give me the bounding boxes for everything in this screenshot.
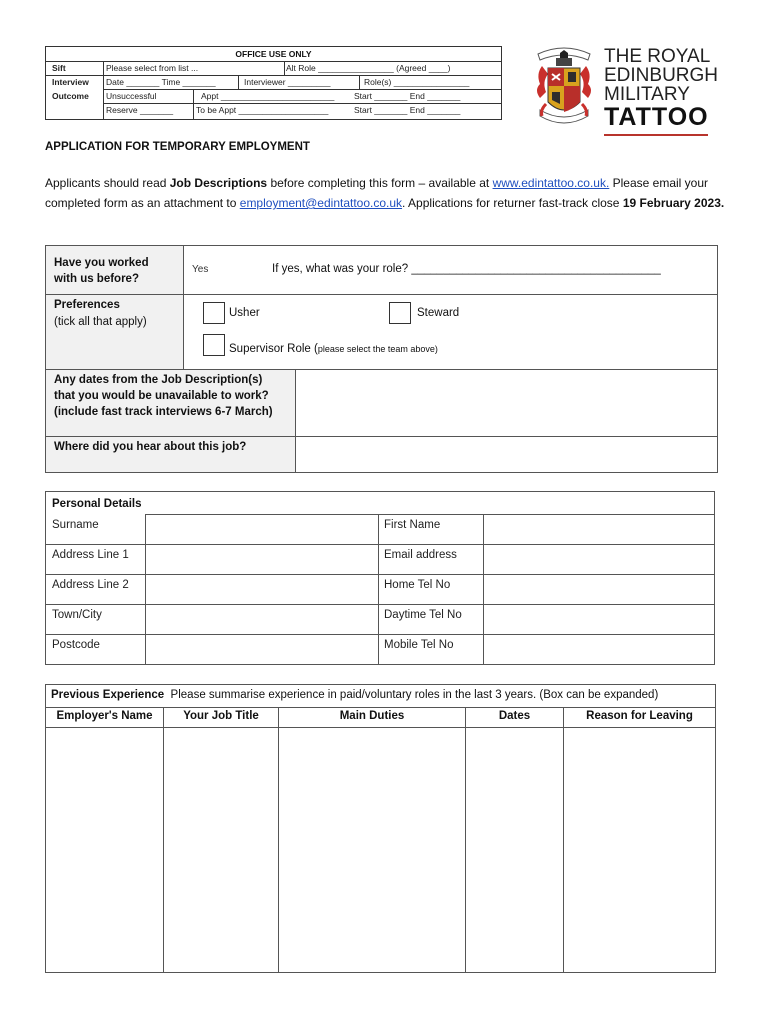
home-tel-label: Home Tel No xyxy=(384,579,451,591)
interview-label: Interview xyxy=(52,77,89,87)
worked-before-line-2: with us before? xyxy=(54,273,139,285)
logo-line-3: MILITARY xyxy=(604,84,690,105)
logo-line-4: TATTOO xyxy=(604,103,709,131)
personal-details-table xyxy=(45,491,715,665)
unavailable-dates-label xyxy=(54,372,273,420)
alt-role-field[interactable]: Alt Role ________________ (Agreed ____) xyxy=(286,63,451,73)
to-be-appt-option[interactable]: To be Appt ___________________ xyxy=(196,105,329,115)
logo-underline xyxy=(604,134,708,136)
office-use-table xyxy=(45,46,502,120)
address-line-2-input[interactable] xyxy=(146,575,377,604)
mobile-tel-input[interactable] xyxy=(484,635,713,663)
worked-before-select[interactable]: Yes xyxy=(192,264,209,275)
intro-text-3: Please email your completed form as an attachment to xyxy=(45,176,709,210)
col-employer-name: Employer's Name xyxy=(56,710,153,722)
previous-experience-table xyxy=(45,684,716,973)
unavailable-line-1: Any dates from the Job Description(s) xyxy=(54,374,263,386)
intro-bold-1: Job Descriptions xyxy=(169,176,268,190)
postcode-label: Postcode xyxy=(52,639,100,651)
usher-checkbox[interactable] xyxy=(203,302,225,324)
address-line-1-label: Address Line 1 xyxy=(52,549,129,561)
daytime-tel-label: Daytime Tel No xyxy=(384,609,462,621)
preferences-title: Preferences xyxy=(54,299,120,311)
hear-about-input[interactable] xyxy=(297,438,715,471)
town-city-input[interactable] xyxy=(146,605,377,634)
employer-name-input[interactable] xyxy=(47,728,163,971)
interview-date-time[interactable]: Date _______ Time _______ xyxy=(106,77,216,87)
questions-table xyxy=(45,245,718,473)
email-link[interactable]: employment@edintattoo.co.uk xyxy=(239,196,403,210)
intro-text-2: before completing this form – available at xyxy=(267,176,493,190)
steward-checkbox[interactable] xyxy=(389,302,411,324)
preferences-label xyxy=(54,297,147,331)
town-city-label: Town/City xyxy=(52,609,102,621)
main-duties-input[interactable] xyxy=(279,728,465,971)
steward-label: Steward xyxy=(417,307,460,319)
col-reason-for-leaving: Reason for Leaving xyxy=(586,710,693,722)
dates-input[interactable] xyxy=(466,728,563,971)
unavailable-line-3: (include fast track interviews 6-7 March) xyxy=(54,406,273,418)
supervisor-title: Supervisor Role ( xyxy=(229,343,318,355)
intro-bold-2: 19 February 2023. xyxy=(622,196,725,210)
worked-before-line-1: Have you worked xyxy=(54,257,149,269)
postcode-input[interactable] xyxy=(146,635,377,663)
start-end-to-be-appt[interactable]: Start _______ End _______ xyxy=(354,105,461,115)
col-job-title: Your Job Title xyxy=(183,710,259,722)
job-title-input[interactable] xyxy=(164,728,278,971)
col-main-duties: Main Duties xyxy=(339,710,405,722)
start-end-appt[interactable]: Start _______ End _______ xyxy=(354,91,461,101)
supervisor-note: please select the team above) xyxy=(317,344,438,354)
surname-label: Surname xyxy=(52,519,99,531)
unavailable-line-2: that you would be unavailable to work? xyxy=(54,390,269,402)
supervisor-checkbox[interactable] xyxy=(203,334,225,356)
email-address-input[interactable] xyxy=(484,545,713,574)
experience-title: Previous Experience xyxy=(51,689,165,701)
reason-for-leaving-input[interactable] xyxy=(564,728,714,971)
worked-before-label xyxy=(54,255,149,287)
home-tel-input[interactable] xyxy=(484,575,713,604)
website-link[interactable]: www.edintattoo.co.uk. xyxy=(492,176,610,190)
page-title: APPLICATION FOR TEMPORARY EMPLOYMENT xyxy=(45,141,310,153)
unavailable-dates-input[interactable] xyxy=(297,371,715,435)
sift-select[interactable]: Please select from list ... xyxy=(106,63,199,73)
col-dates: Dates xyxy=(498,710,531,722)
sift-label: Sift xyxy=(52,63,66,73)
personal-details-header: Personal Details xyxy=(52,498,142,510)
intro-text-4: . Applications for returner fast-track close xyxy=(402,196,623,210)
first-name-label: First Name xyxy=(384,519,441,531)
previous-role-field[interactable]: If yes, what was your role? _______________________________________ xyxy=(272,263,661,275)
experience-instructions: Please summarise experience in paid/voluntary roles in the last 3 years. (Box can be expanded) xyxy=(170,689,659,701)
outcome-label: Outcome xyxy=(52,91,89,101)
tattoo-crest-icon xyxy=(530,44,598,136)
reserve-option[interactable]: Reserve _______ xyxy=(106,105,174,115)
first-name-input[interactable] xyxy=(484,515,713,544)
appt-option[interactable]: Appt ________________________ xyxy=(201,91,335,101)
mobile-tel-label: Mobile Tel No xyxy=(384,639,454,651)
roles-field[interactable]: Role(s) ________________ xyxy=(364,77,470,87)
logo-line-2: EDINBURGH xyxy=(604,65,719,86)
address-line-1-input[interactable] xyxy=(146,545,377,574)
supervisor-label xyxy=(229,339,438,357)
experience-header xyxy=(51,689,658,701)
usher-label: Usher xyxy=(229,307,260,319)
intro-text-1: Applicants should read xyxy=(45,176,170,190)
hear-about-label: Where did you hear about this job? xyxy=(54,441,247,453)
surname-input[interactable] xyxy=(146,515,377,544)
email-address-label: Email address xyxy=(384,549,457,561)
daytime-tel-input[interactable] xyxy=(484,605,713,634)
preferences-hint: (tick all that apply) xyxy=(54,316,147,328)
interviewer-field[interactable]: Interviewer _________ xyxy=(244,77,331,87)
tattoo-logo-text xyxy=(604,47,718,130)
address-line-2-label: Address Line 2 xyxy=(52,579,129,591)
logo-line-1: THE ROYAL xyxy=(604,46,711,67)
intro-paragraph xyxy=(45,173,725,213)
unsuccessful-option[interactable]: Unsuccessful xyxy=(106,91,157,101)
office-use-header: OFFICE USE ONLY xyxy=(46,47,501,62)
